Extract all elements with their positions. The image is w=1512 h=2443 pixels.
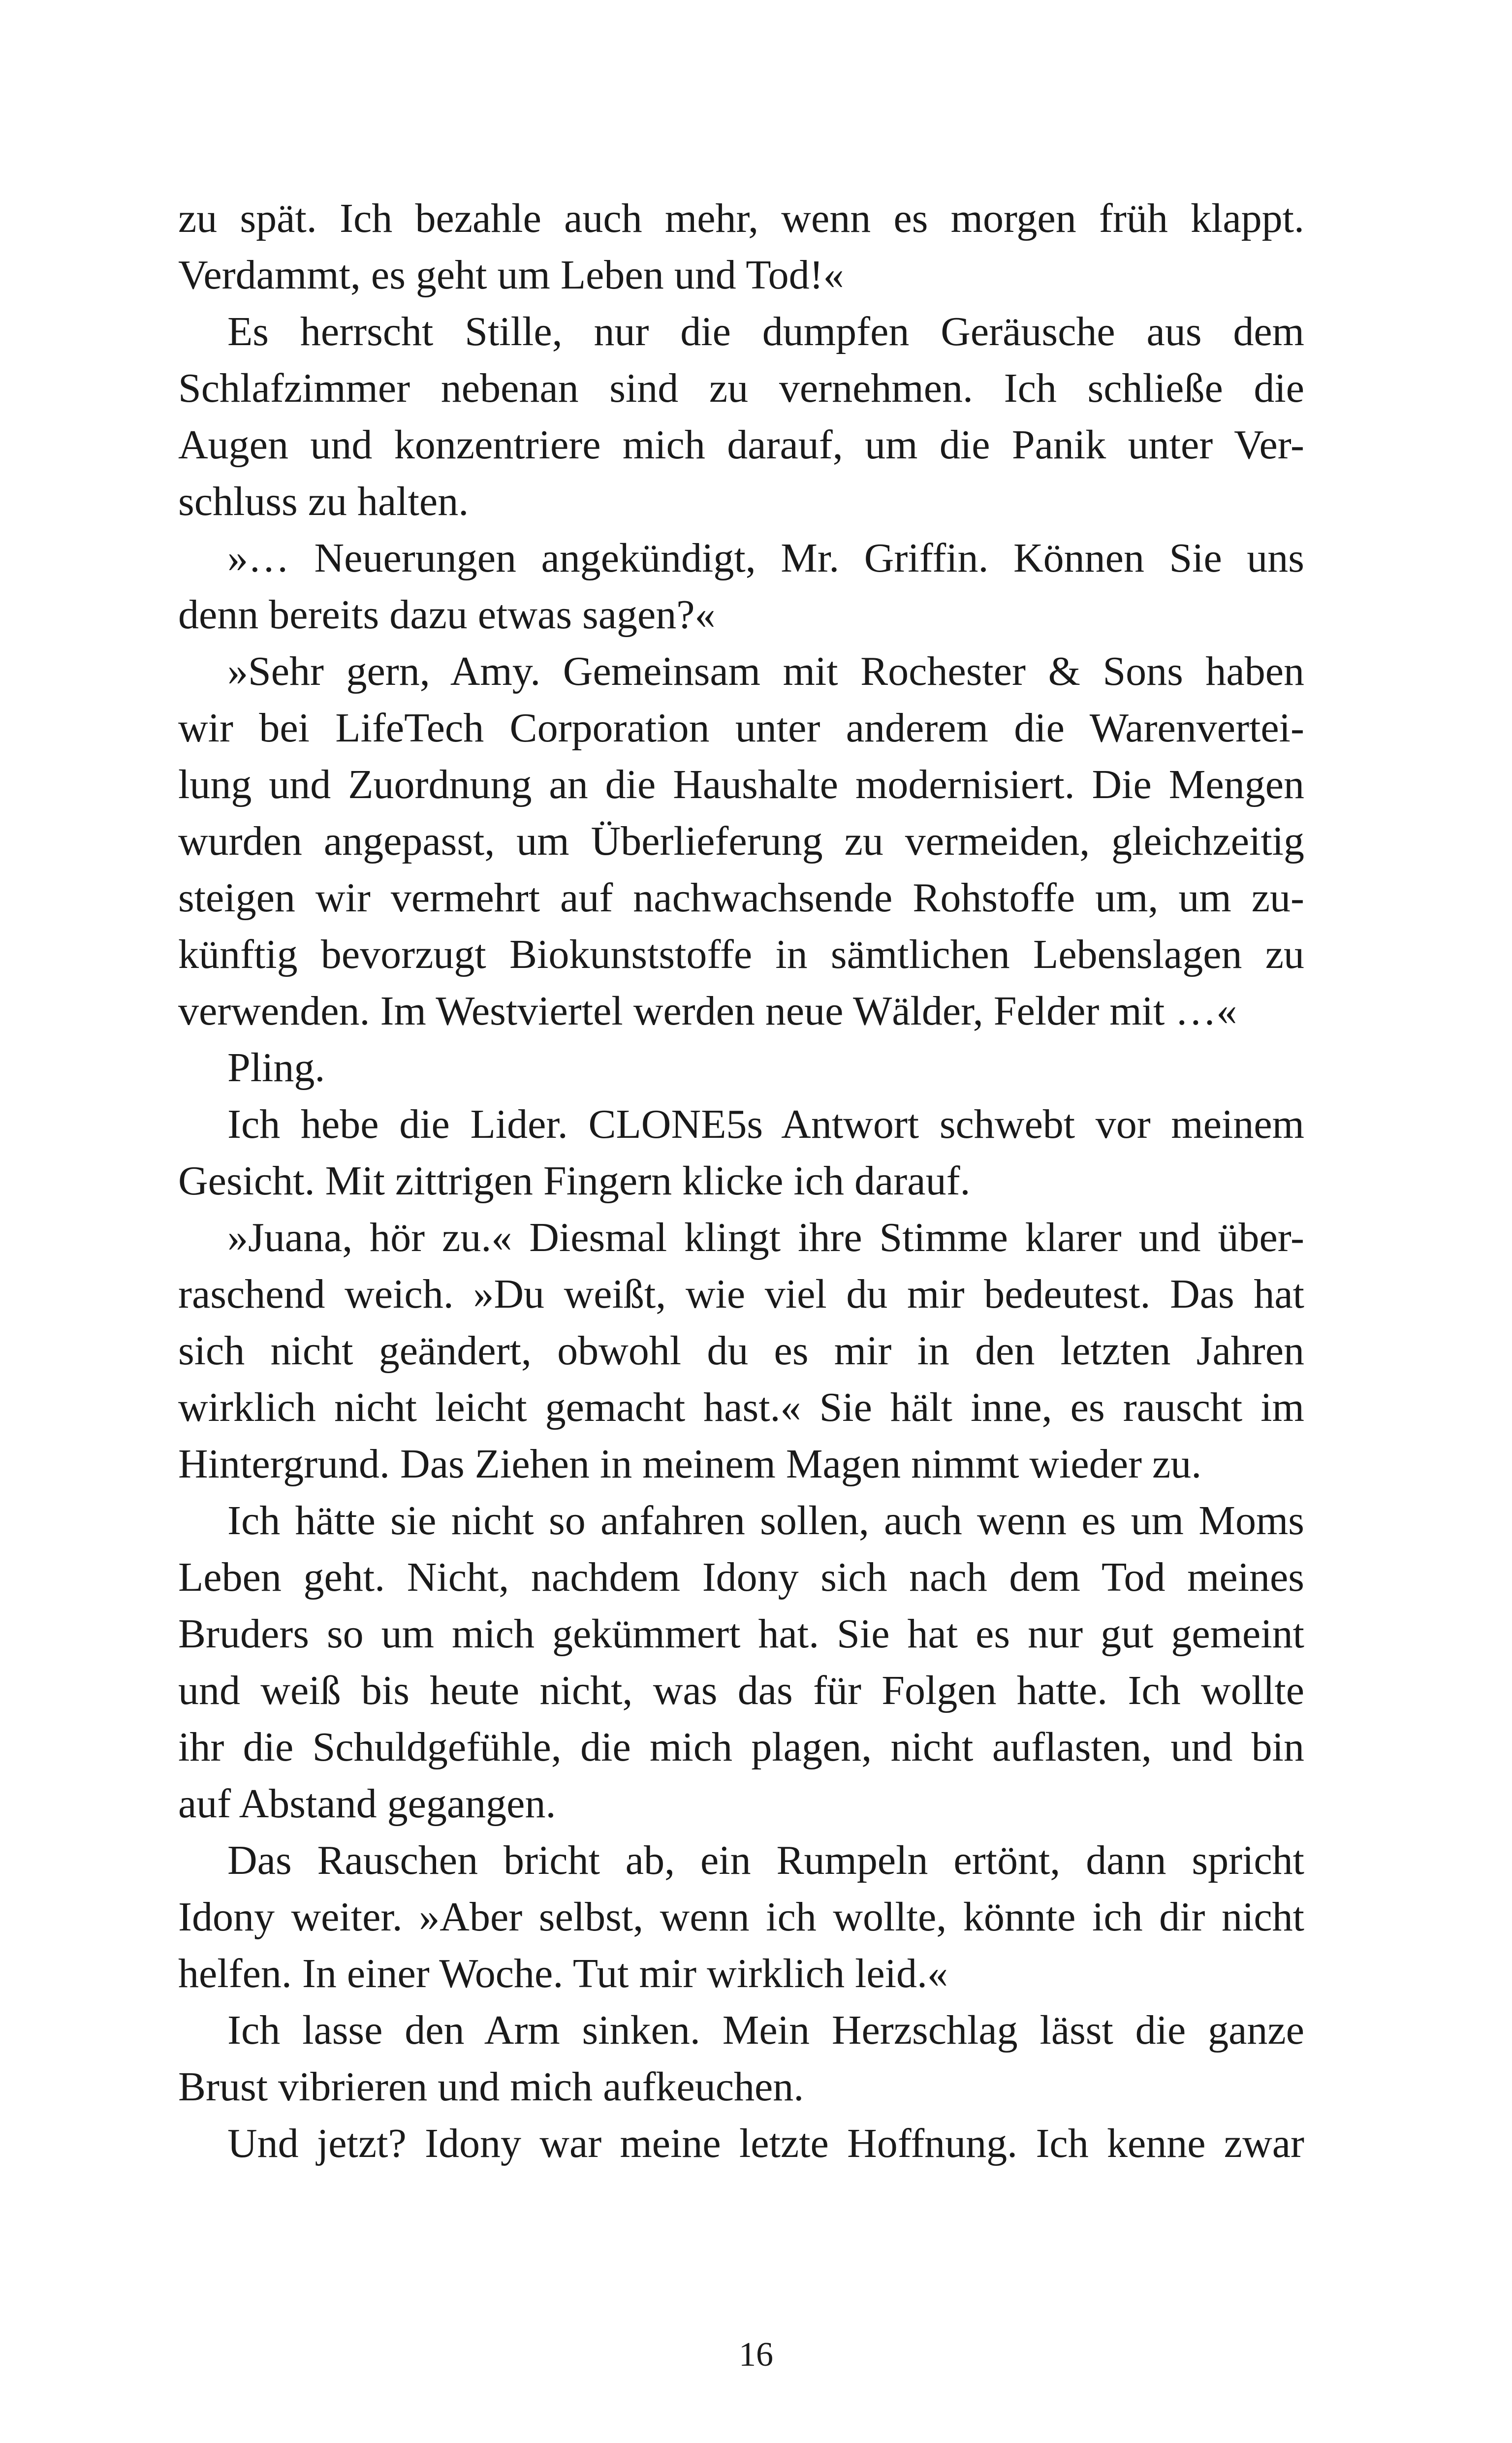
text-line: Gesicht. Mit zittrigen Fingern klicke ich darauf. [178,1158,971,1204]
text-line: Hintergrund. Das Ziehen in meinem Magen nimmt wieder zu. [178,1441,1202,1487]
text-line: schluss zu halten. [178,479,469,524]
book-page-body [178,190,1304,2172]
text-line: lung und Zuordnung an die Haushalte modernisiert. Die Mengen [178,762,1304,807]
text-line: und weiß bis heute nicht, was das für Folgen hatte. Ich wollte [178,1668,1304,1713]
text-line: Idony weiter. »Aber selbst, wenn ich wollte, könnte ich dir nicht [178,1894,1304,1940]
text-line: Leben geht. Nicht, nachdem Idony sich nach dem Tod meines [178,1554,1304,1600]
text-line: »… Neuerungen angekündigt, Mr. Griffin. Können Sie uns [227,535,1304,581]
text-line: Das Rauschen bricht ab, ein Rumpeln ertönt, dann spricht [227,1837,1304,1883]
text-line: »Sehr gern, Amy. Gemeinsam mit Rochester & Sons haben [227,648,1304,694]
text-line: steigen wir vermehrt auf nachwachsende Rohstoffe um, um zu- [178,875,1304,921]
text-line: raschend weich. »Du weißt, wie viel du mir bedeutest. Das hat [178,1271,1304,1317]
text-line: Ich hätte sie nicht so anfahren sollen, auch wenn es um Moms [227,1498,1304,1543]
text-line: Verdammt, es geht um Leben und Tod!« [178,252,844,298]
text-line: sich nicht geändert, obwohl du es mir in den letzten Jahren [178,1328,1304,1374]
text-line: zu spät. Ich bezahle auch mehr, wenn es morgen früh klappt. [178,195,1304,241]
text-line: Ich lasse den Arm sinken. Mein Herzschlag lässt die ganze [227,2007,1304,2053]
text-line: Und jetzt? Idony war meine letzte Hoffnung. Ich kenne zwar [227,2121,1304,2166]
text-line: auf Abstand gegangen. [178,1781,556,1827]
text-line: helfen. In einer Woche. Tut mir wirklich leid.« [178,1951,948,1996]
text-line: Bruders so um mich gekümmert hat. Sie hat es nur gut gemeint [178,1611,1304,1657]
text-line: ihr die Schuldgefühle, die mich plagen, nicht auflasten, und bin [178,1724,1304,1770]
text-line: wirklich nicht leicht gemacht hast.« Sie hält inne, es rauscht im [178,1384,1304,1430]
text-line: Augen und konzentriere mich darauf, um die Panik unter Ver- [178,422,1304,468]
text-line: Brust vibrieren und mich aufkeuchen. [178,2064,804,2110]
text-line: wir bei LifeTech Corporation unter anderem die Warenvertei- [178,705,1304,751]
text-line: Es herrscht Stille, nur die dumpfen Geräusche aus dem [227,309,1304,354]
text-line: »Juana, hör zu.« Diesmal klingt ihre Stimme klarer und über- [227,1215,1304,1260]
text-line: Pling. [227,1045,325,1091]
text-line: verwenden. Im Westviertel werden neue Wälder, Felder mit …« [178,988,1237,1034]
text-line: wurden angepasst, um Überlieferung zu vermeiden, gleichzeitig [178,818,1304,864]
text-line: Ich hebe die Lider. CLONE5s Antwort schwebt vor meinem [227,1101,1304,1147]
text-line: künftig bevorzugt Biokunststoffe in sämtlichen Lebenslagen zu [178,932,1304,977]
text-line: Schlafzimmer nebenan sind zu vernehmen. Ich schließe die [178,365,1304,411]
text-line: denn bereits dazu etwas sagen?« [178,592,716,638]
page-number: 16 [739,2336,773,2374]
